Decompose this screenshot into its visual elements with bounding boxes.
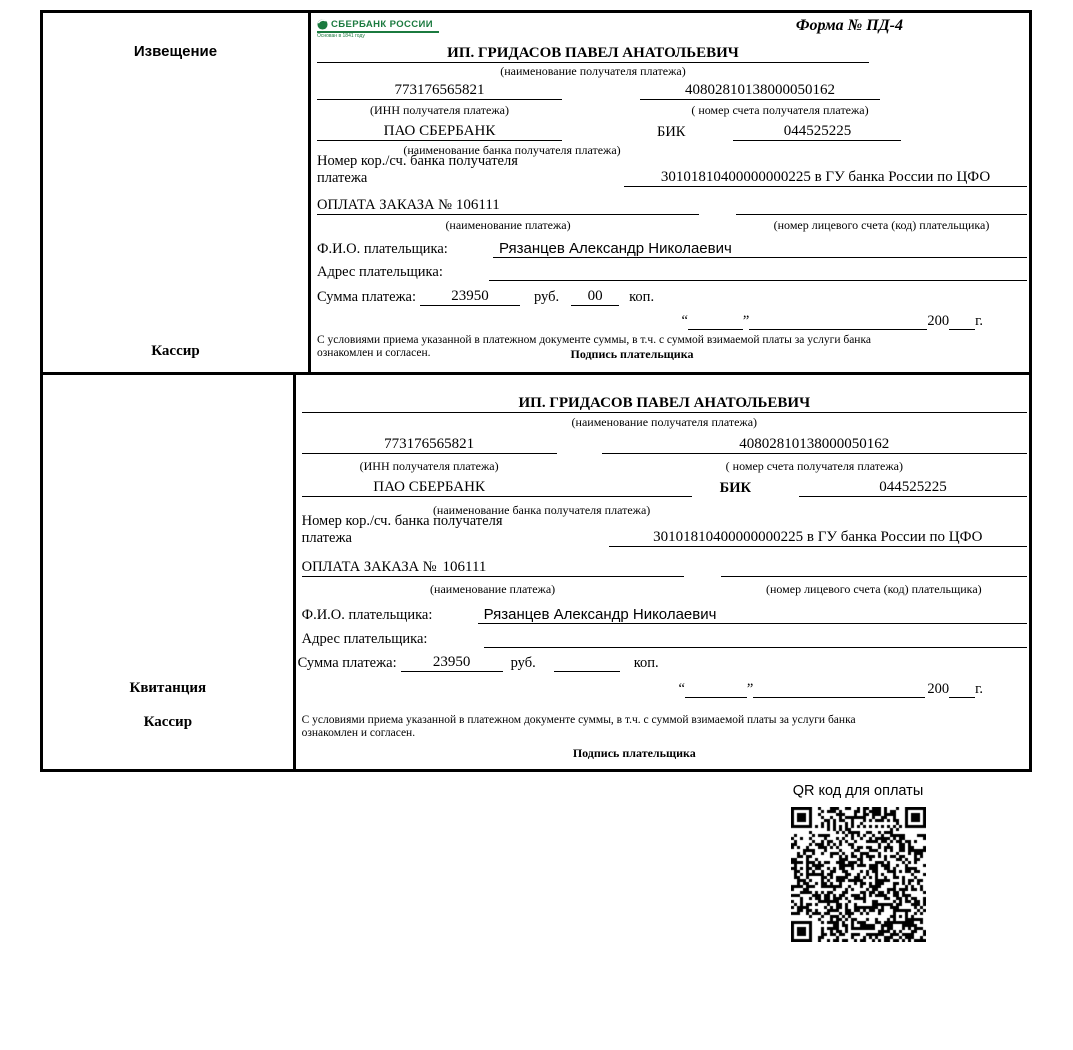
receipt-left-cell [43,375,296,769]
date-quote-close: ” [746,681,754,697]
qr-code-image [791,807,926,942]
recipient-caption: (наименование получателя платежа) [571,415,758,429]
date-month-line [749,329,927,330]
kop-value: 00 [571,288,619,306]
account-value: 40802810138000050162 [640,82,880,100]
date-quote-open: “ [681,313,688,329]
address-label: Адрес плательщика: [317,264,443,280]
recipient-name: ИП. ГРИДАСОВ ПАВЕЛ АНАТОЛЬЕВИЧ [302,395,1027,413]
account-caption: ( номер счета получателя платежа) [691,103,869,117]
account-value: 40802810138000050162 [602,436,1027,454]
sum-rub-value: 23950 [420,288,520,306]
sum-rub-value: 23950 [401,654,503,672]
year-suffix: г. [975,313,983,329]
agreement-line2: ознакомлен и согласен. [301,727,416,739]
notice-form-cell [311,13,1029,372]
rub-label: руб. [510,655,536,671]
fio-label: Ф.И.О. плательщика: [301,607,433,623]
year-suffix: г. [975,681,983,697]
receipt-section [43,372,1029,769]
payment-name-label: ОПЛАТА ЗАКАЗА № [301,559,437,575]
kop-label: коп. [633,655,659,671]
order-number-value: 106111 [455,197,500,213]
agreement-line2: ознакомлен и согласен. [317,347,431,359]
cashier-label: Кассир [151,343,200,359]
date-month-line [753,697,925,698]
recipient-caption: (наименование получателя платежа) [500,64,686,78]
payer-code-caption: (номер лицевого счета (код) плательщика) [765,582,982,596]
inn-value: 773176565821 [317,82,562,100]
sberbank-logo-text: СБЕРБАНК РОССИИ [331,19,433,30]
inn-caption: (ИНН получателя платежа) [359,459,499,473]
notice-left-cell [43,13,311,372]
kop-line [554,648,620,672]
bik-value: 044525225 [799,479,1027,497]
payer-code-caption: (номер лицевого счета (код) плательщика) [773,218,990,232]
payer-code-line [721,551,1027,577]
fio-value: Рязанцев Александр Николаевич [478,606,1027,624]
agreement-line1: С условиями приема указанной в платежном документе суммы, в т.ч. с суммой взимаемой платы за услуги банка [317,334,871,346]
sum-label: Сумма платежа: [317,289,416,305]
korr-value: 30101810400000000225 в ГУ банка России по ЦФО [609,529,1027,547]
payer-code-line [736,190,1027,215]
form-number-label: Форма № ПД-4 [795,17,903,34]
qr-payment-block [789,783,927,942]
payment-name-label: ОПЛАТА ЗАКАЗА № [317,197,452,213]
agreement-line1: С условиями приема указанной в платежном документе суммы, в т.ч. с суммой взимаемой платы за услуги банка [301,714,856,726]
payment-caption: (наименование платежа) [445,218,571,232]
inn-value: 773176565821 [302,436,557,454]
address-line [484,624,1027,648]
bik-value: 044525225 [733,123,901,141]
cashier-label: Кассир [143,714,193,730]
qr-label: QR код для оплаты [792,783,924,799]
sberbank-logo-tagline: Основан в 1841 году [317,32,365,39]
bik-label: БИК [657,124,686,140]
bank-caption: (наименование банка получателя платежа) [403,143,621,157]
recipient-name: ИП. ГРИДАСОВ ПАВЕЛ АНАТОЛЬЕВИЧ [317,45,869,63]
sum-label: Сумма платежа: [297,655,397,671]
korr-label: Номер кор./сч. банка получателя платежа [301,513,503,546]
date-quote-open: “ [678,681,685,697]
bank-name-value: ПАО СБЕРБАНК [373,479,485,495]
kop-label: коп. [629,289,655,305]
address-line [489,258,1027,281]
date-quote-close: ” [742,313,750,329]
rub-label: руб. [534,289,560,305]
account-caption: ( номер счета получателя платежа) [725,459,903,473]
sberbank-logo-icon [317,19,328,30]
fio-label: Ф.И.О. плательщика: [317,241,448,257]
signature-label: Подпись плательщика [570,347,694,361]
pd4-form [40,10,1032,772]
receipt-form-cell [296,375,1029,769]
payment-caption: (наименование платежа) [430,582,556,596]
date-day-line [688,329,743,330]
sberbank-logo [317,17,452,39]
year-line [949,329,975,330]
address-label: Адрес плательщика: [301,631,428,647]
order-number-value: 106111 [442,559,487,575]
date-day-line [685,697,747,698]
notice-section [43,13,1029,372]
signature-label: Подпись плательщика [572,746,696,760]
year-prefix: 200 [927,313,950,329]
bik-label: БИК [719,480,751,496]
notice-title: Извещение [133,43,218,60]
year-line [949,697,975,698]
korr-label: Номер кор./сч. банка получателя платежа [317,153,518,186]
fio-value: Рязанцев Александр Николаевич [493,240,1027,258]
receipt-title: Квитанция [129,680,207,696]
bank-name-value: ПАО СБЕРБАНК [317,123,562,141]
bank-caption: (наименование банка получателя платежа) [432,503,651,517]
year-prefix: 200 [927,681,950,697]
inn-caption: (ИНН получателя платежа) [370,103,509,117]
korr-value: 30101810400000000225 в ГУ банка России по ЦФО [624,169,1027,187]
